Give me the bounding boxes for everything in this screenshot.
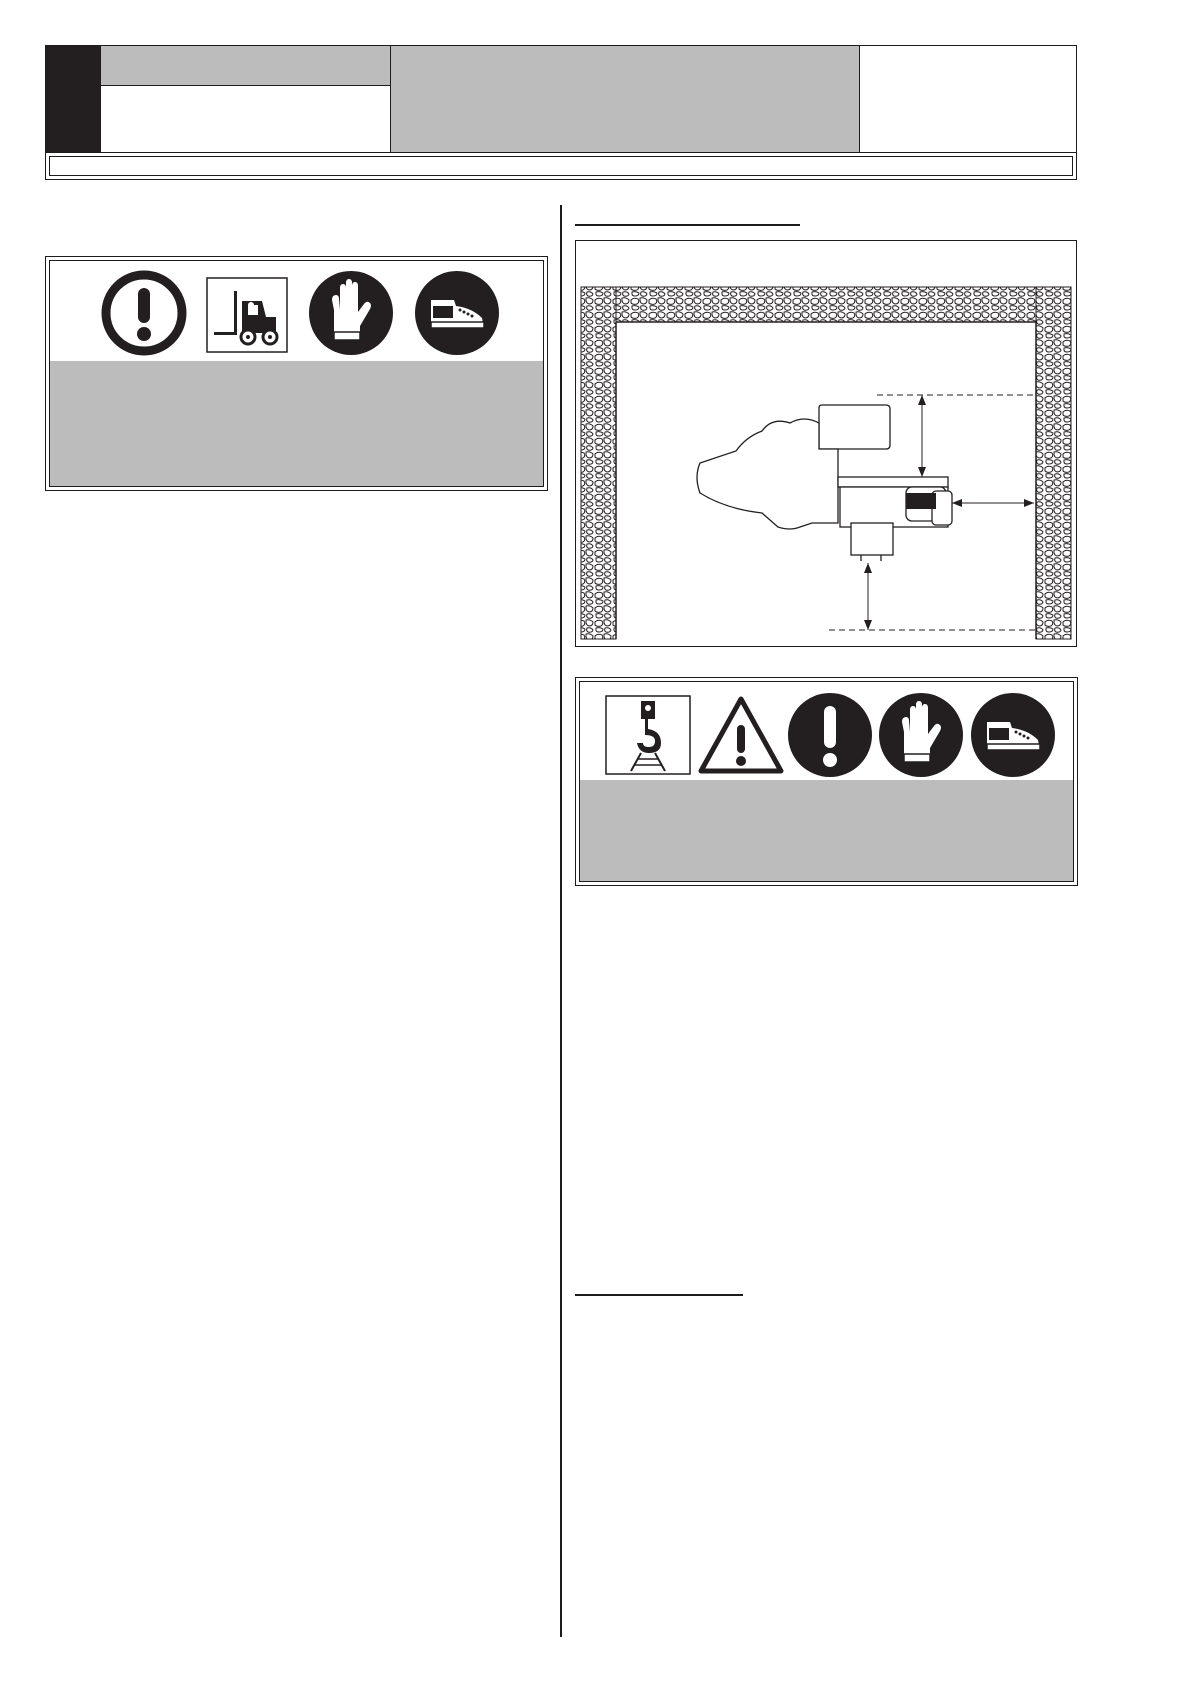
safety-panel-text-area <box>50 361 543 486</box>
safety-panel-frame <box>579 681 1074 882</box>
clearance-drawing <box>576 241 1075 645</box>
header-subtitle-strip <box>49 156 1073 176</box>
safety-shoes-icon <box>970 692 1056 783</box>
safety-panel-frame <box>49 260 544 487</box>
header-title-bottom <box>101 86 391 153</box>
safety-shoes-icon <box>414 270 500 361</box>
section-heading-underline <box>575 224 800 226</box>
header-main-title <box>390 46 860 153</box>
mandatory-action-icon <box>787 692 873 783</box>
header-title-top <box>101 46 391 86</box>
column-divider <box>560 205 562 1637</box>
protective-gloves-icon <box>308 270 394 361</box>
header-reference <box>860 46 1076 153</box>
crane-hook-lifting-icon <box>605 695 691 780</box>
installation-clearance-diagram <box>575 240 1077 647</box>
warning-triangle-icon <box>697 695 785 780</box>
forklift-icon <box>206 277 288 358</box>
header-divider <box>46 152 1076 153</box>
protective-gloves-icon <box>878 692 964 783</box>
safety-panel-right <box>575 677 1078 886</box>
mandatory-action-icon <box>101 270 187 361</box>
section-tab <box>46 46 100 153</box>
safety-panel-left <box>45 256 548 491</box>
header-title-cell <box>100 46 391 153</box>
safety-panel-text-area <box>580 780 1073 881</box>
document-header <box>45 45 1077 180</box>
section-heading-underline <box>575 1294 743 1296</box>
